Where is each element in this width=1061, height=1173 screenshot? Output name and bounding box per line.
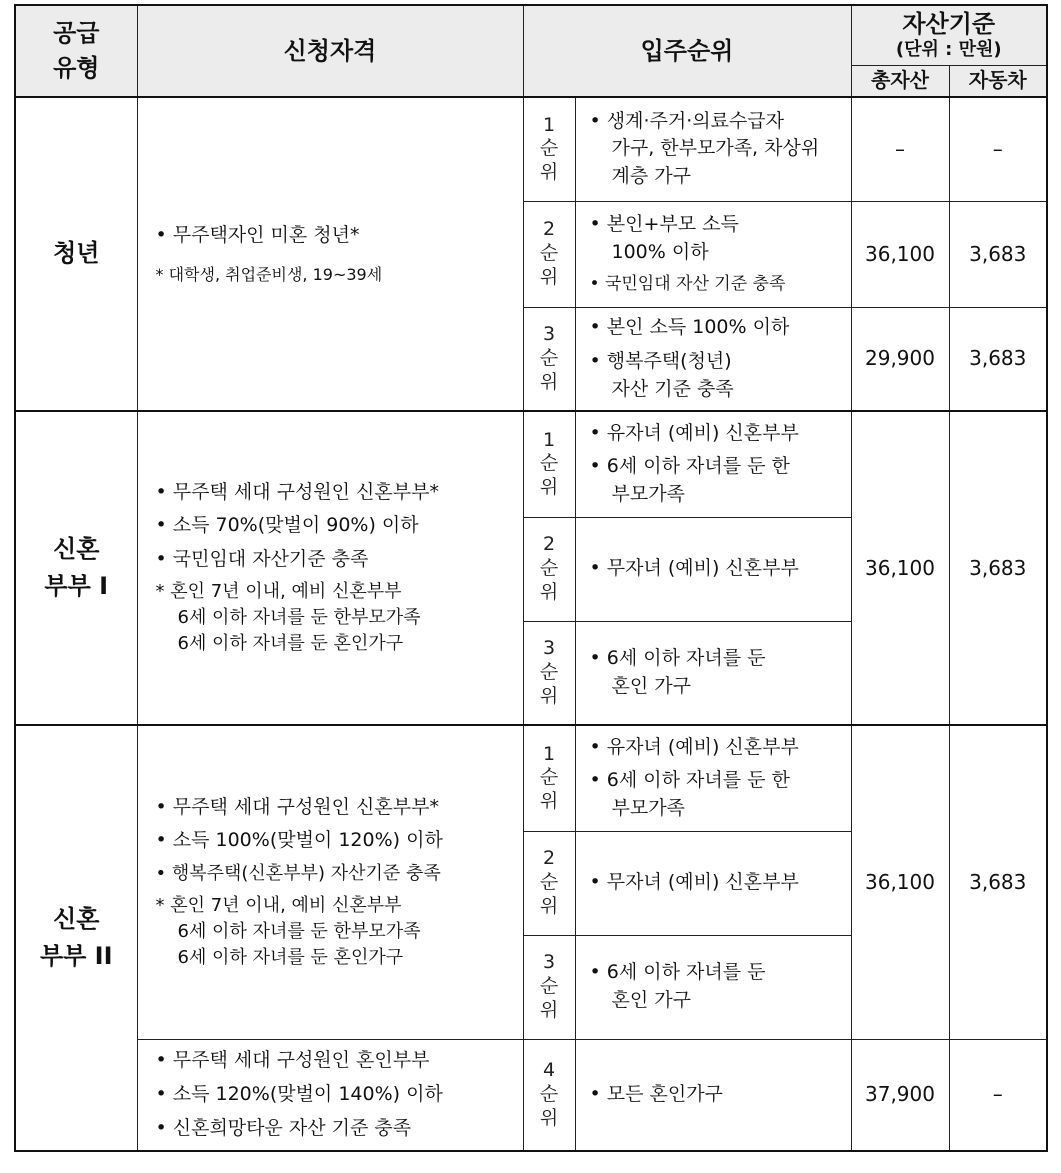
- youth-r1-car: –: [949, 97, 1047, 201]
- newlyweds-1-priority-2: • 무자녀 (예비) 신혼부부: [575, 517, 851, 621]
- type-newlyweds-1: 신혼 부부 I: [15, 411, 137, 725]
- newlyweds-2-rank-4: 4 순 위: [523, 1039, 575, 1151]
- youth-rank-3: 3 순 위: [523, 307, 575, 411]
- newlyweds-2-priority-1: • 유자녀 (예비) 신혼부부 • 6세 이하 자녀를 둔 한 부모가족: [575, 725, 851, 831]
- header-asset-standard: 자산기준 (단위 : 만원): [851, 5, 1047, 65]
- newlyweds-2-car: 3,683: [949, 725, 1047, 1039]
- header-priority: 입주순위: [523, 5, 851, 97]
- newlyweds-2-rank-3: 3 순 위: [523, 935, 575, 1039]
- newlyweds-2-total: 36,100: [851, 725, 949, 1039]
- header-supply-type: 공급 유형: [15, 5, 137, 97]
- type-newlyweds-2: 신혼 부부 II: [15, 725, 137, 1151]
- youth-priority-1: • 생계·주거·의료수급자 가구, 한부모가족, 차상위 계층 가구: [575, 97, 851, 201]
- newlyweds-1-eligibility: • 무주택 세대 구성원인 신혼부부* • 소득 70%(맞벌이 90%) 이하 • 국민임대 자산기준 충족 * 혼인 7년 이내, 예비 신혼부부 6세 이하 자녀를 둔 한부모가족 6세 이하 자녀를 둔 혼인가구: [137, 411, 523, 725]
- newlyweds-2-priority-4: • 모든 혼인가구: [575, 1039, 851, 1151]
- youth-priority-2: • 본인+부모 소득 100% 이하 • 국민임대 자산 기준 충족: [575, 201, 851, 307]
- newlyweds-1-car: 3,683: [949, 411, 1047, 725]
- newlyweds-1-rank-2: 2 순 위: [523, 517, 575, 621]
- header-car: 자동차: [949, 65, 1047, 97]
- newlyweds-2-rank-2: 2 순 위: [523, 831, 575, 935]
- newlyweds-1-rank-1: 1 순 위: [523, 411, 575, 517]
- youth-r1-total: –: [851, 97, 949, 201]
- header-unit: (단위 : 만원): [895, 38, 1002, 60]
- youth-rank-1: 1 순 위: [523, 97, 575, 201]
- newlyweds-1-rank-3: 3 순 위: [523, 621, 575, 725]
- supply-eligibility-table-wrap: [14, 4, 1048, 1152]
- newlyweds-2-rank-1: 1 순 위: [523, 725, 575, 831]
- youth-eligibility: • 무주택자인 미혼 청년* * 대학생, 취업준비생, 19~39세: [137, 97, 523, 411]
- type-youth: 청년: [15, 97, 137, 411]
- newlyweds-2-eligibility: • 무주택 세대 구성원인 신혼부부* • 소득 100%(맞벌이 120%) 이하 • 행복주택(신혼부부) 자산기준 충족 * 혼인 7년 이내, 예비 신혼부부 6세 이하 자녀를 둔 한부모가족 6세 이하 자녀를 둔 혼인가구: [137, 725, 523, 1039]
- newlyweds-1-priority-3: • 6세 이하 자녀를 둔 혼인 가구: [575, 621, 851, 725]
- supply-eligibility-table: [14, 4, 1048, 1152]
- newlyweds-2-r4-car: –: [949, 1039, 1047, 1151]
- newlyweds-1-total: 36,100: [851, 411, 949, 725]
- header-total-assets: 총자산: [851, 65, 949, 97]
- youth-r3-car: 3,683: [949, 307, 1047, 411]
- youth-r2-total: 36,100: [851, 201, 949, 307]
- newlyweds-1-priority-1: • 유자녀 (예비) 신혼부부 • 6세 이하 자녀를 둔 한 부모가족: [575, 411, 851, 517]
- header-eligibility: 신청자격: [137, 5, 523, 97]
- youth-priority-3: • 본인 소득 100% 이하 • 행복주택(청년) 자산 기준 충족: [575, 307, 851, 411]
- newlyweds-2-priority-2: • 무자녀 (예비) 신혼부부: [575, 831, 851, 935]
- youth-rank-2: 2 순 위: [523, 201, 575, 307]
- newlyweds-2-rank4-eligibility: • 무주택 세대 구성원인 혼인부부 • 소득 120%(맞벌이 140%) 이하 • 신혼희망타운 자산 기준 충족: [137, 1039, 523, 1151]
- youth-r2-car: 3,683: [949, 201, 1047, 307]
- youth-r3-total: 29,900: [851, 307, 949, 411]
- newlyweds-2-priority-3: • 6세 이하 자녀를 둔 혼인 가구: [575, 935, 851, 1039]
- newlyweds-2-r4-total: 37,900: [851, 1039, 949, 1151]
